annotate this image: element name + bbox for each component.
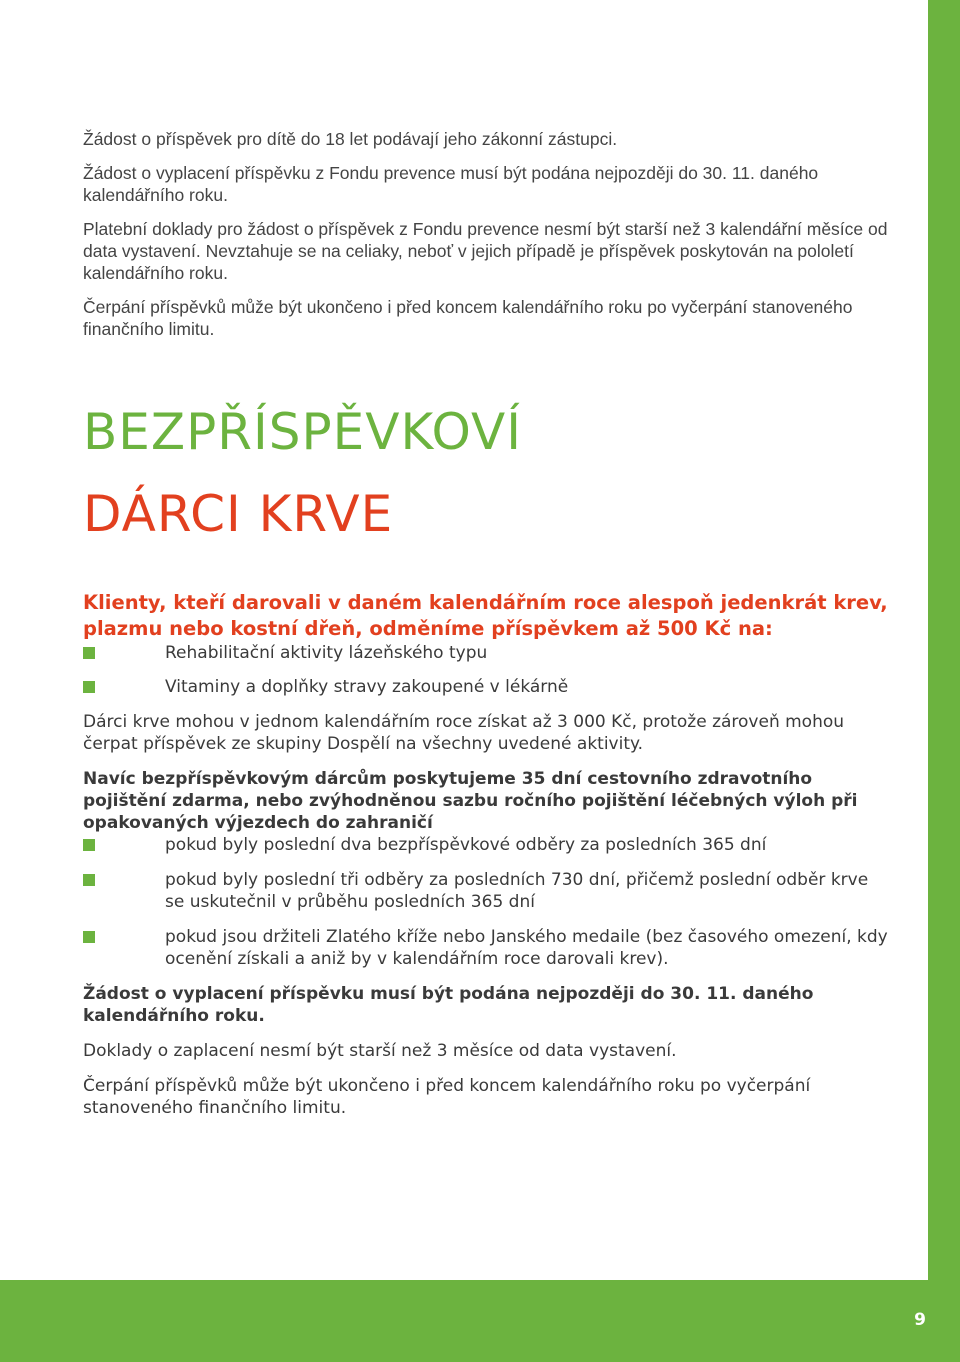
lead-paragraph: Klienty, kteří darovali v daném kalendářním roce alespoň jedenkrát krev, plazmu nebo kostní dřeň, odměníme příspěvkem až 500 Kč na: [83, 591, 888, 640]
bullet-square-icon [83, 647, 95, 659]
section-heading-line1: BEZPŘÍSPĚVKOVÍ [83, 403, 522, 461]
paragraph-limit-closing: Čerpání příspěvků může být ukončeno i před koncem kalendářního roku po vyčerpání stanoveného finančního limitu. [83, 1076, 811, 1118]
page-number: 9 [914, 1310, 926, 1330]
section-heading-line2: DÁRCI KRVE [83, 485, 394, 543]
insurance-conditions-list [83, 834, 889, 970]
bullet-square-icon [83, 839, 95, 851]
paragraph-deadline-closing: Žádost o vyplacení příspěvku musí být podána nejpozději do 30. 11. daného kalendářního roku. [83, 984, 814, 1026]
page-content [83, 128, 889, 1119]
paragraph-donors-amount: Dárci krve mohou v jednom kalendářním roce získat až 3 000 Kč, protože zároveň mohou čerpat příspěvek ze skupiny Dospělí na všechny uvedené aktivity. [83, 712, 845, 754]
list-item: Vitaminy a doplňky stravy zakoupené v lékárně [83, 676, 889, 698]
bullet-square-icon [83, 681, 95, 693]
paragraph-deadline-prevence: Žádost o vyplacení příspěvku z Fondu prevence musí být podána nejpozději do 30. 11. daného kalendářního roku. [83, 163, 819, 205]
green-frame-right [928, 0, 960, 1362]
list-item: pokud byly poslední dva bezpříspěvkové odběry za posledních 365 dní [83, 834, 889, 856]
top-section [83, 128, 889, 340]
paragraph-limit-top: Čerpání příspěvků může být ukončeno i před koncem kalendářního roku po vyčerpání stanoveného finančního limitu. [83, 297, 853, 339]
paragraph-insurance: Navíc bezpříspěvkovým dárcům poskytujeme 35 dní cestovního zdravotního pojištění zdarma, nebo zvýhodněnou sazbu ročního pojištění léčebných výloh při opakovaných výjezdech do zahraničí [83, 769, 858, 833]
paragraph-receipt-age: Platební doklady pro žádost o příspěvek z Fondu prevence nesmí být starší než 3 kalendářní měsíce od data vystavení. Nevztahuje se na celiaky, neboť v jejich případě je příspěvek poskytován na pololetí kalendářního roku. [83, 219, 888, 283]
bullet-square-icon [83, 874, 95, 886]
list-item: pokud jsou držiteli Zlatého kříže nebo Janského medaile (bez časového omezení, kdy ocenění získali a aniž by v kalendářním roce darovali krev). [83, 926, 889, 970]
bullet-square-icon [83, 931, 95, 943]
list-item: pokud byly poslední tři odběry za posledních 730 dní, přičemž poslední odběr krve se uskutečnil v průběhu posledních 365 dní [83, 869, 889, 913]
green-frame-bottom [0, 1280, 960, 1362]
benefit-list [83, 642, 889, 698]
paragraph-child-applicants: Žádost o příspěvek pro dítě do 18 let podávají jeho zákonní zástupci. [83, 129, 618, 149]
paragraph-receipt-closing: Doklady o zaplacení nesmí být starší než 3 měsíce od data vystavení. [83, 1041, 677, 1061]
list-item: Rehabilitační aktivity lázeňského typu [83, 642, 889, 664]
